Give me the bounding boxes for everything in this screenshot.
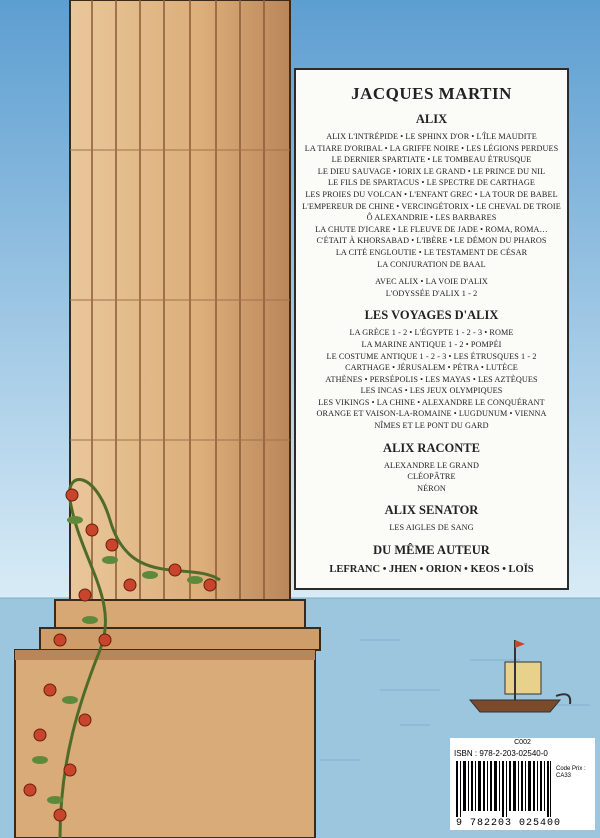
barcode-icon	[456, 761, 552, 817]
section-heading-senator: ALIX SENATOR	[384, 503, 479, 518]
author-name: JACQUES MARTIN	[351, 84, 512, 103]
title-line: CLÉOPÂTRE	[407, 472, 456, 482]
section-heading-raconte: ALIX RACONTE	[383, 440, 480, 455]
section-list-raconte	[296, 460, 567, 495]
title-line: C'ÉTAIT À KHORSABAD • L'IBÈRE • LE DÉMON DU PHAROS	[316, 236, 547, 246]
title-line: ALEXANDRE LE GRAND	[383, 460, 480, 470]
title-line: CARTHAGE • JÉRUSALEM • PÉTRA • LUTÈCE	[345, 363, 518, 373]
title-line: LA TIARE D'ORIBAL • LA GRIFFE NOIRE • LES LÉGIONS PERDUES	[304, 143, 559, 153]
title-line: LES PROIES DU VOLCAN • L'ENFANT GREC • LA TOUR DE BABEL	[305, 189, 558, 199]
title-line: LA MARINE ANTIQUE 1 - 2 • POMPÉI	[361, 339, 502, 349]
section-list-senator	[296, 522, 567, 534]
title-line: LA CHUTE D'ICARE • LE FLEUVE DE JADE • ROMA, ROMA…	[315, 224, 548, 234]
price-code-value: CA33	[556, 773, 572, 779]
product-code: C002	[514, 739, 531, 746]
barcode-label	[450, 738, 595, 830]
title-line: L'ODYSSÉE D'ALIX 1 - 2	[385, 288, 478, 298]
title-line: L'EMPEREUR DE CHINE • VERCINGÉTORIX • LE CHEVAL DE TROIE	[302, 201, 561, 211]
title-line: NÉRON	[417, 483, 446, 493]
title-line: LE DIEU SAUVAGE • IORIX LE GRAND • LE PRINCE DU NIL	[317, 166, 546, 176]
title-line: ATHÈNES • PERSÉPOLIS • LES MAYAS • LES AZTÈQUES	[325, 374, 538, 384]
section-heading-alix: ALIX	[415, 112, 448, 126]
section-heading-voyages: LES VOYAGES D'ALIX	[364, 308, 499, 323]
title-line: LA CONJURATION DE BAAL	[377, 259, 486, 269]
title-line: NÎMES ET LE PONT DU GARD	[374, 421, 489, 431]
book-list-panel	[294, 68, 569, 590]
title-line: LA GRÈCE 1 - 2 • L'ÉGYPTE 1 - 2 - 3 • ROME	[349, 328, 514, 338]
title-line: ORANGE ET VAISON-LA-ROMAINE • LUGDUNUM • VIENNA	[316, 409, 547, 419]
title-line: ALIX L'INTRÉPIDE • LE SPHINX D'OR • L'ÎLE MAUDITE	[326, 132, 537, 141]
title-line: LE COSTUME ANTIQUE 1 - 2 - 3 • LES ÉTRUSQUES 1 - 2	[326, 351, 537, 361]
price-code-label: Code Prix :	[556, 766, 586, 772]
isbn-text: ISBN : 978-2-203-02540-0	[454, 749, 548, 758]
section-heading-other: DU MÊME AUTEUR	[373, 543, 490, 558]
barcode-digits: 9 782203 025400	[456, 818, 562, 829]
title-line: LE DERNIER SPARTIATE • LE TOMBEAU ÉTRUSQUE	[331, 155, 532, 165]
title-line: LE FILS DE SPARTACUS • LE SPECTRE DE CARTHAGE	[328, 178, 535, 188]
title-line: LA CITÉ ENGLOUTIE • LE TESTAMENT DE CÉSAR	[335, 247, 528, 257]
price-code	[556, 766, 586, 780]
section-list-alix	[296, 131, 567, 299]
other-series-line: LEFRANC • JHEN • ORION • KEOS • LOÏS	[329, 564, 534, 576]
title-line: AVEC ALIX • LA VOIE D'ALIX	[375, 277, 488, 287]
title-line: Ô ALEXANDRIE • LES BARBARES	[366, 213, 497, 223]
title-line: LES VIKINGS • LA CHINE • ALEXANDRE LE CONQUÉRANT	[318, 397, 545, 407]
title-line: LES INCAS • LES JEUX OLYMPIQUES	[360, 386, 503, 396]
section-list-voyages	[296, 327, 567, 431]
title-line: LES AIGLES DE SANG	[389, 523, 474, 533]
